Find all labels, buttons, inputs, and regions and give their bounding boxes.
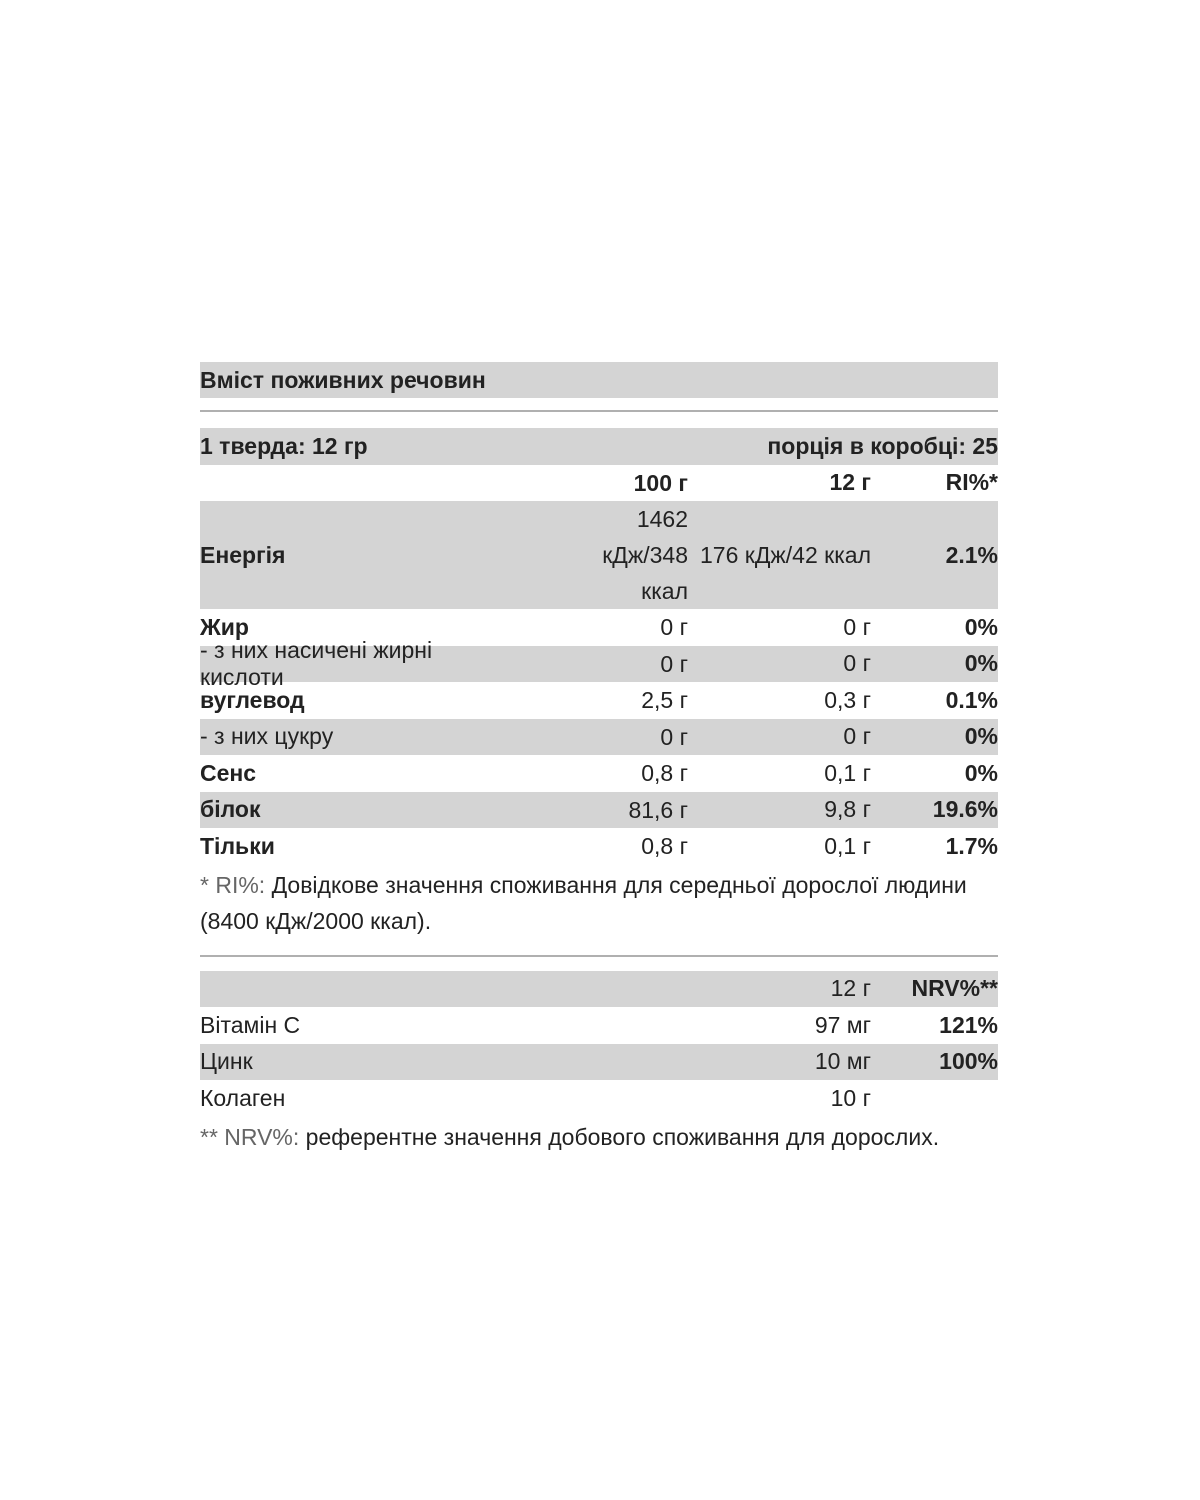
nutrient-ri: 0% [964, 759, 998, 786]
energy-per-100 [508, 501, 688, 609]
vitamin-per-serving: 97 мг [814, 1011, 871, 1038]
nutrient-label: - з них цукру [200, 723, 334, 750]
vitamin-col-per-serving: 12 г [830, 975, 871, 1002]
energy-per-100-line1: 1462 [636, 506, 688, 532]
nutrient-per-serving: 0 г [843, 650, 871, 677]
nutrient-label: Жир [200, 613, 249, 640]
col-per-serving: 12 г [829, 469, 871, 496]
nrv-footnote-mark: ** NRV%: [200, 1123, 300, 1150]
energy-row [200, 501, 998, 609]
table-row [200, 682, 998, 719]
table-row [200, 755, 998, 792]
nutrient-ri: 0% [964, 723, 998, 750]
vitamin-per-serving: 10 г [830, 1084, 871, 1111]
table-row [200, 1044, 998, 1081]
vitamin-nrv: 100% [939, 1048, 998, 1075]
nrv-footnote-text: референтне значення добового споживання для дорослих. [299, 1123, 940, 1150]
serving-size: 1 тверда: 12 гр [200, 432, 368, 459]
ri-footnote-mark: * RI%: [200, 871, 266, 898]
table-row [200, 828, 998, 865]
nutrient-per-serving: 0,1 г [824, 759, 871, 786]
vitamin-label: Цинк [200, 1048, 253, 1075]
nutrient-per-serving: 0,3 г [824, 686, 871, 713]
nutrient-label: Тільки [200, 832, 275, 859]
nutrient-per-100: 2,5 г [641, 687, 688, 714]
table-row [200, 792, 998, 829]
nutrient-label: - з них насичені жирні кислоти [200, 636, 433, 690]
vitamin-label: Вітамін С [200, 1011, 301, 1038]
col-per-100: 100 г [633, 469, 688, 496]
vitamin-per-serving: 10 мг [814, 1048, 871, 1075]
energy-ri: 2.1% [945, 541, 998, 568]
nutrient-per-100: 0,8 г [641, 760, 688, 787]
nutrient-per-serving: 0 г [843, 613, 871, 640]
ri-footnote [200, 865, 998, 939]
energy-per-serving: 176 кДж/42 ккал [700, 541, 871, 568]
nutrient-ri: 1.7% [945, 832, 998, 859]
nutrient-per-100: 0 г [660, 650, 688, 677]
nutrient-per-100: 0 г [660, 723, 688, 750]
nutrient-per-100: 0,8 г [641, 833, 688, 860]
serving-row [200, 428, 998, 465]
nutrient-label: білок [200, 796, 261, 823]
nutrition-panel [200, 362, 998, 1155]
energy-per-100-line2: кДж/348 [602, 542, 688, 568]
nutrient-per-serving: 0 г [843, 723, 871, 750]
nutrient-per-serving: 9,8 г [824, 796, 871, 823]
divider [200, 410, 998, 412]
vitamin-nrv: 121% [939, 1011, 998, 1038]
table-row [200, 719, 998, 756]
energy-label: Енергія [200, 541, 286, 568]
nutrient-label: вуглевод [200, 686, 305, 713]
col-ri: RI%* [945, 469, 998, 496]
vitamin-col-nrv: NRV%** [911, 975, 998, 1002]
nutrient-ri: 19.6% [932, 796, 998, 823]
table-row [200, 636, 998, 690]
nutrient-per-serving: 0,1 г [824, 832, 871, 859]
nutrient-per-100: 0 г [660, 614, 688, 641]
divider [200, 955, 998, 957]
panel-heading: Вміст поживних речовин [200, 362, 998, 398]
column-header-row [200, 465, 998, 502]
nutrient-ri: 0% [964, 650, 998, 677]
vitamin-header-row [200, 971, 998, 1008]
nutrient-ri: 0% [964, 613, 998, 640]
table-row [200, 1080, 998, 1117]
energy-per-100-line3: ккал [641, 578, 688, 604]
nutrient-per-100: 81,6 г [628, 796, 688, 823]
servings-per-box: порція в коробці: 25 [767, 432, 998, 459]
nutrient-ri: 0.1% [945, 686, 998, 713]
vitamin-label: Колаген [200, 1084, 286, 1111]
table-row [200, 1007, 998, 1044]
nutrient-label: Сенс [200, 759, 257, 786]
ri-footnote-text: Довідкове значення споживання для середньої дорослої людини (8400 кДж/2000 ккал). [200, 871, 967, 934]
nutrient-rows [200, 609, 998, 865]
nrv-footnote [200, 1117, 998, 1155]
